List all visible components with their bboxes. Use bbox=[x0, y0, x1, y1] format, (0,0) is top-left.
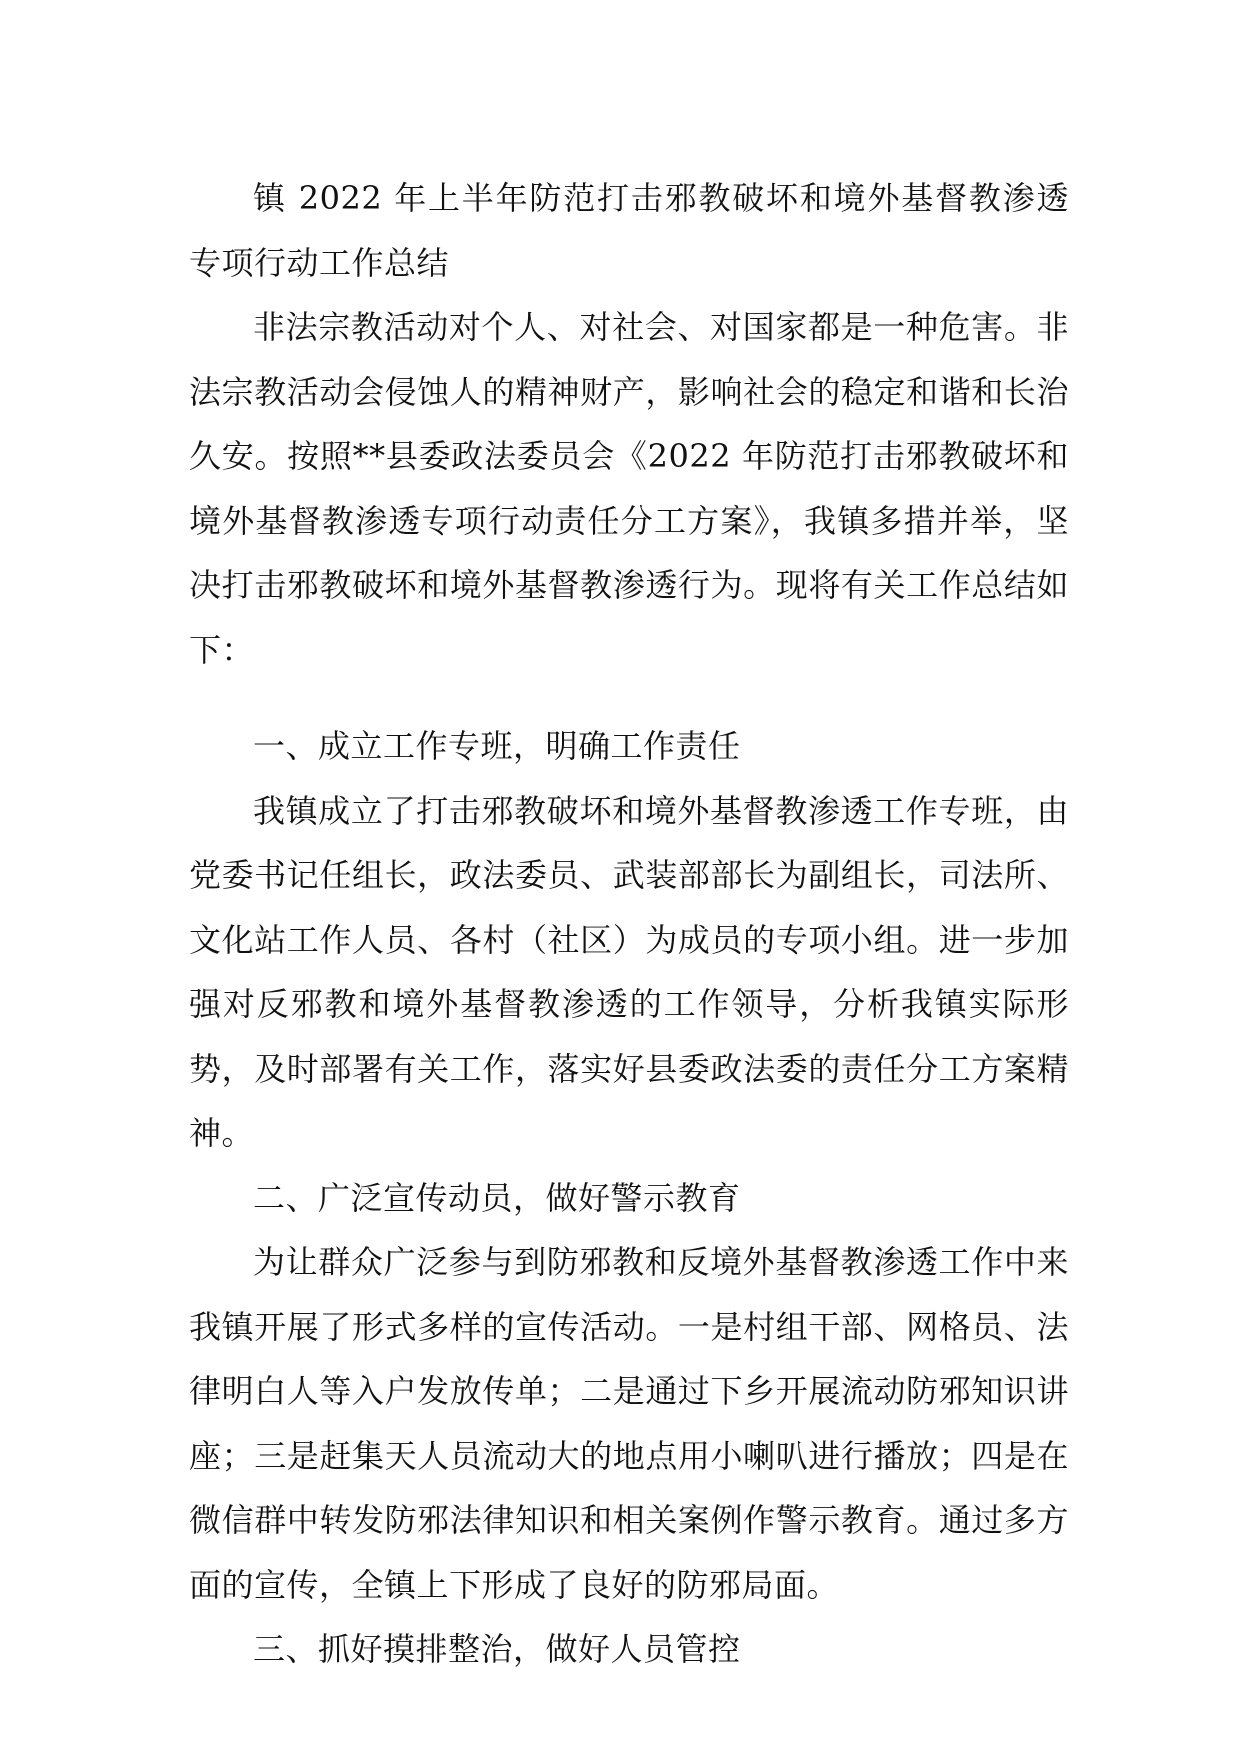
section-heading-2: 二、广泛宣传动员，做好警示教育 bbox=[253, 1178, 741, 1217]
document-title: 镇 2022 年上半年防范打击邪教破坏和境外基督教渗透专项行动工作总结 bbox=[189, 179, 1069, 282]
intro-paragraph: 非法宗教活动对个人、对社会、对国家都是一种危害。非法宗教活动会侵蚀人的精神财产，影响社会的稳定和谐和长治久安。按照**县委政法委员会《2022 年防范打击邪教破坏和境外基督教渗透专项行动责任分工方案》，我镇多措并举，坚决打击邪教破坏和境外基督教渗透行为。现将有关工作总结如下： bbox=[189, 308, 1069, 669]
section-heading-1: 一、成立工作专班，明确工作责任 bbox=[253, 727, 741, 765]
section-body-2: 为让群众广泛参与到防邪教和反境外基督教渗透工作中来我镇开展了形式多样的宣传活动。一是村组干部、网格员、法律明白人等入户发放传单；二是通过下乡开展流动防邪知识讲座；三是赶集天人员流动大的地点用小喇叭进行播放；四是在微信群中转发防邪法律知识和相关案例作警示教育。通过多方面的宣传，全镇上下形成了良好的防邪局面。 bbox=[189, 1243, 1069, 1604]
document-body bbox=[189, 166, 1069, 1682]
section-heading-3: 三、抓好摸排整治，做好人员管控 bbox=[253, 1630, 741, 1668]
section-body-1: 我镇成立了打击邪教破坏和境外基督教渗透工作专班，由党委书记任组长，政法委员、武装部部长为副组长，司法所、文化站工作人员、各村（社区）为成员的专项小组。进一步加强对反邪教和境外基督教渗透的工作领导，分析我镇实际形势，及时部署有关工作，落实好县委政法委的责任分工方案精神。 bbox=[189, 791, 1069, 1152]
paragraph-gap bbox=[189, 682, 1069, 714]
